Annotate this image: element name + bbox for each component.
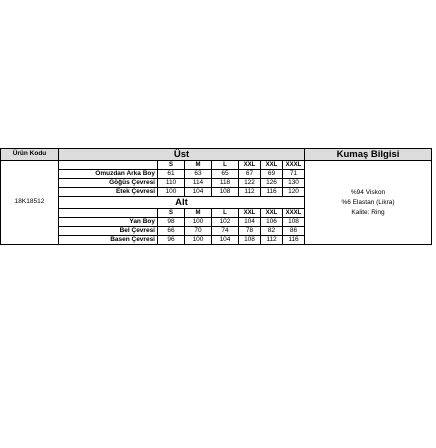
size-header-blank (59, 161, 158, 170)
measure-value: 74 (212, 227, 239, 236)
measure-value: 108 (283, 218, 305, 227)
measure-value: 67 (239, 170, 261, 179)
measure-value: 69 (261, 170, 283, 179)
product-code: 18K18512 (1, 161, 59, 245)
product-code-header: Ürün Kodu (1, 149, 59, 161)
measure-value: 112 (239, 188, 261, 197)
fabric-line: Kalite: Ring (351, 208, 385, 216)
measure-value: 66 (158, 227, 185, 236)
size-header: S (158, 209, 185, 218)
size-chart (0, 148, 432, 245)
fabric-info (305, 161, 432, 245)
measure-value: 114 (185, 179, 212, 188)
fabric-line: %6 Elastan (Likra) (341, 198, 395, 206)
measure-value: 116 (283, 236, 305, 245)
size-header: M (185, 161, 212, 170)
size-header: M (185, 209, 212, 218)
measure-label: Omuzdan Arka Boy (59, 170, 158, 179)
measure-value: 116 (261, 188, 283, 197)
size-header: L (212, 161, 239, 170)
measure-value: 86 (283, 227, 305, 236)
fabric-header: Kumaş Bilgisi (305, 149, 432, 161)
size-header: XXL (261, 161, 283, 170)
measure-label: Göğüs Çevresi (59, 179, 158, 188)
measure-label: Yan Boy (59, 218, 158, 227)
measure-value: 82 (261, 227, 283, 236)
measure-value: 61 (158, 170, 185, 179)
section-title-ust: Üst (59, 149, 305, 161)
measure-value: 106 (261, 218, 283, 227)
measure-value: 110 (158, 179, 185, 188)
measure-value: 108 (239, 236, 261, 245)
measure-value: 65 (212, 170, 239, 179)
measure-value: 126 (261, 179, 283, 188)
measure-value: 108 (212, 188, 239, 197)
measure-value: 96 (158, 236, 185, 245)
size-header: XXL (239, 161, 261, 170)
measure-value: 98 (158, 218, 185, 227)
measure-value: 104 (185, 188, 212, 197)
size-header: XXXL (283, 161, 305, 170)
measure-value: 63 (185, 170, 212, 179)
section-title-alt: Alt (59, 197, 305, 209)
measure-value: 130 (283, 179, 305, 188)
measure-value: 102 (212, 218, 239, 227)
measure-value: 112 (261, 236, 283, 245)
measure-value: 71 (283, 170, 305, 179)
measure-value: 70 (185, 227, 212, 236)
measure-label: Bel Çevresi (59, 227, 158, 236)
size-header: S (158, 161, 185, 170)
measure-value: 100 (185, 218, 212, 227)
size-header: XXXL (283, 209, 305, 218)
fabric-line: %94 Viskon (350, 188, 386, 196)
measure-value: 120 (283, 188, 305, 197)
measure-value: 122 (239, 179, 261, 188)
size-header: L (212, 209, 239, 218)
measure-label: Etek Çevresi (59, 188, 158, 197)
size-header: XXL (261, 209, 283, 218)
size-header-blank (59, 209, 158, 218)
measure-value: 100 (185, 236, 212, 245)
measure-label: Basen Çevresi (59, 236, 158, 245)
measure-value: 104 (239, 218, 261, 227)
size-header: XXL (239, 209, 261, 218)
measure-value: 104 (212, 236, 239, 245)
size-table (0, 148, 432, 245)
measure-value: 118 (212, 179, 239, 188)
measure-value: 100 (158, 188, 185, 197)
measure-value: 78 (239, 227, 261, 236)
